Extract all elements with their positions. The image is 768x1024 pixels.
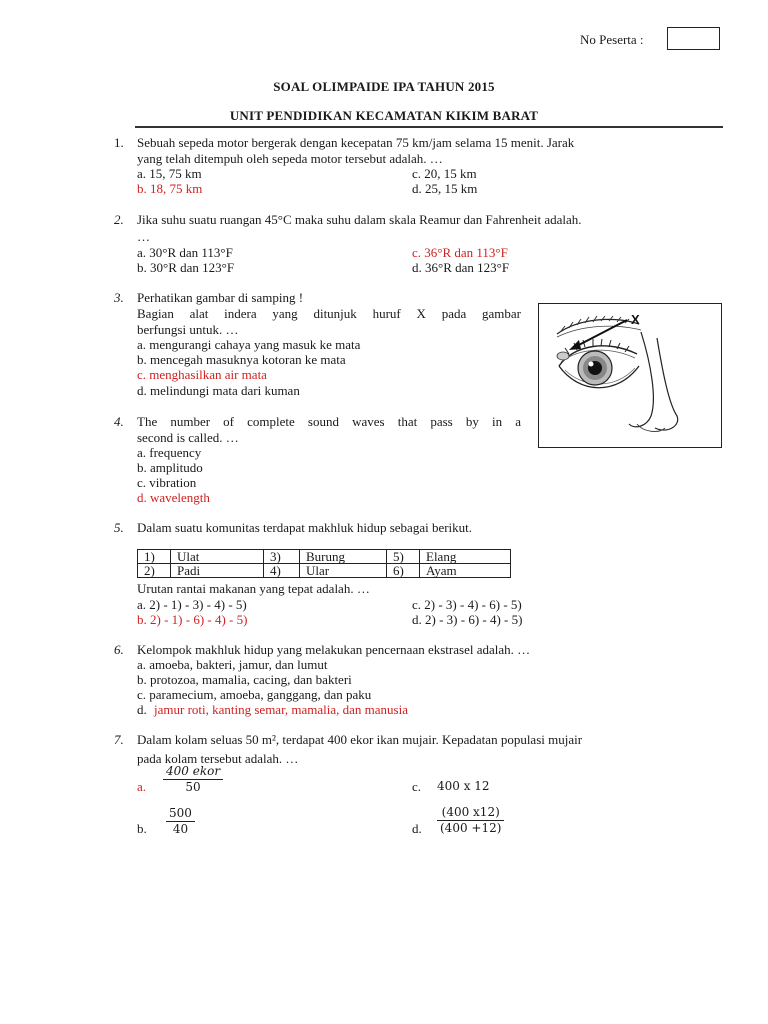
q4-option-b: b. amplitudo <box>137 460 203 475</box>
q6-option-d-label: d. <box>137 702 147 717</box>
q7-option-b-label: b. <box>137 821 147 836</box>
eye-figure <box>538 303 722 448</box>
q2-option-d: d. 36°R dan 123°F <box>412 260 510 275</box>
table-cell: Ulat <box>171 550 264 564</box>
q1-option-d: d. 25, 15 km <box>412 181 478 196</box>
q4-option-a: a. frequency <box>137 445 202 460</box>
q2-text-line1: Jika suhu suatu ruangan 45°C maka suhu dalam skala Reamur dan Fahrenheit adalah. <box>137 212 582 227</box>
table-row <box>138 550 511 564</box>
q7-option-a-denominator: 50 <box>185 780 201 794</box>
table-cell: Ayam <box>420 564 511 578</box>
q7-option-d-fraction <box>437 805 504 836</box>
q1-option-c: c. 20, 15 km <box>412 166 477 181</box>
q6-option-a: a. amoeba, bakteri, jamur, dan lumut <box>137 657 328 672</box>
q4-number: 4. <box>114 414 124 429</box>
q4-option-d-answer: d. wavelength <box>137 490 210 505</box>
figure-label-x: X <box>631 312 640 327</box>
table-cell: 3) <box>264 550 300 564</box>
q6-option-d-answer: jamur roti, kanting semar, mamalia, dan manusia <box>154 702 408 717</box>
q1-text-line2: yang telah ditempuh oleh sepeda motor tersebut adalah. … <box>137 151 443 166</box>
q5-text-line1: Dalam suatu komunitas terdapat makhluk hidup sebagai berikut. <box>137 520 473 535</box>
q5-option-d: d. 2) - 3) - 6) - 4) - 5) <box>412 612 523 627</box>
header-divider <box>135 126 723 128</box>
q3-option-a: a. mengurangi cahaya yang masuk ke mata <box>137 337 361 352</box>
table-cell: Elang <box>420 550 511 564</box>
table-row <box>138 564 511 578</box>
q7-text-line2: pada kolam tersebut adalah. … <box>137 751 299 766</box>
table-cell: 5) <box>387 550 420 564</box>
q3-option-d: d. melindungi mata dari kuman <box>137 383 300 398</box>
q3-text-line3: berfungsi untuk. … <box>137 322 239 337</box>
q2-option-b: b. 30°R dan 123°F <box>137 260 235 275</box>
table-cell: 1) <box>138 550 171 564</box>
q1-option-b-answer: b. 18, 75 km <box>137 181 203 196</box>
table-cell: Burung <box>300 550 387 564</box>
q1-number: 1. <box>114 135 124 150</box>
q7-option-a-fraction <box>163 764 223 795</box>
q3-option-c-answer: c. menghasilkan air mata <box>137 367 267 382</box>
table-cell: 4) <box>264 564 300 578</box>
q5-option-b-answer: b. 2) - 1) - 6) - 4) - 5) <box>137 612 248 627</box>
q4-text-line1: The number of complete sound waves that pass by in a <box>137 414 521 429</box>
q7-option-d-numerator: (400 x12) <box>437 805 504 821</box>
exam-subtitle: UNIT PENDIDIKAN KECAMATAN KIKIM BARAT <box>229 108 539 123</box>
q7-text-line1: Dalam kolam seluas 50 m², terdapat 400 ekor ikan mujair. Kepadatan populasi mujair <box>137 732 583 747</box>
q7-option-b-numerator: 500 <box>166 806 195 822</box>
eye-illustration <box>539 304 721 447</box>
q7-option-a-label: a. <box>137 779 147 794</box>
table-cell: Ular <box>300 564 387 578</box>
q5-number: 5. <box>114 520 124 535</box>
q7-option-b-denominator: 40 <box>172 822 189 836</box>
q2-text-line2: … <box>137 229 150 244</box>
no-peserta-label: No Peserta : <box>580 32 644 47</box>
food-chain-table <box>137 549 511 578</box>
q5-option-a: a. 2) - 1) - 3) - 4) - 5) <box>137 597 247 612</box>
no-peserta-box[interactable] <box>667 27 720 50</box>
table-cell: Padi <box>171 564 264 578</box>
q6-number: 6. <box>114 642 124 657</box>
table-cell: 6) <box>387 564 420 578</box>
exam-title: SOAL OLIMPAIDE IPA TAHUN 2015 <box>273 79 495 94</box>
q1-option-a: a. 15, 75 km <box>137 166 202 181</box>
q2-option-a: a. 30°R dan 113°F <box>137 245 233 260</box>
q6-text-line1: Kelompok makhluk hidup yang melakukan pencernaan ekstrasel adalah. … <box>137 642 531 657</box>
q2-option-c-answer: c. 36°R dan 113°F <box>412 245 508 260</box>
q7-option-c-value: 400 x 12 <box>437 779 490 793</box>
table-cell: 2) <box>138 564 171 578</box>
q4-option-c: c. vibration <box>137 475 197 490</box>
q3-option-b: b. mencegah masuknya kotoran ke mata <box>137 352 346 367</box>
q7-option-d-denominator: (400 +12) <box>440 821 502 835</box>
q7-option-b-fraction <box>166 806 195 837</box>
q5-option-c: c. 2) - 3) - 4) - 6) - 5) <box>412 597 522 612</box>
q2-number: 2. <box>114 212 124 227</box>
q3-text-line2: Bagian alat indera yang ditunjuk huruf X pada gambar <box>137 306 521 321</box>
q3-number: 3. <box>114 290 124 305</box>
q7-number: 7. <box>114 732 124 747</box>
q7-option-d-label: d. <box>412 821 422 836</box>
q6-option-c: c. paramecium, amoeba, ganggang, dan paku <box>137 687 372 702</box>
q6-option-b: b. protozoa, mamalia, cacing, dan bakteri <box>137 672 352 687</box>
q5-text-line2: Urutan rantai makanan yang tepat adalah. … <box>137 581 370 596</box>
q3-text-line1: Perhatikan gambar di samping ! <box>137 290 304 305</box>
q7-option-c-label: c. <box>412 779 422 794</box>
q7-option-a-numerator: 400 ekor <box>163 764 223 780</box>
q1-text-line1: Sebuah sepeda motor bergerak dengan kecepatan 75 km/jam selama 15 menit. Jarak <box>137 135 575 150</box>
q4-text-line2: second is called. … <box>137 430 239 445</box>
